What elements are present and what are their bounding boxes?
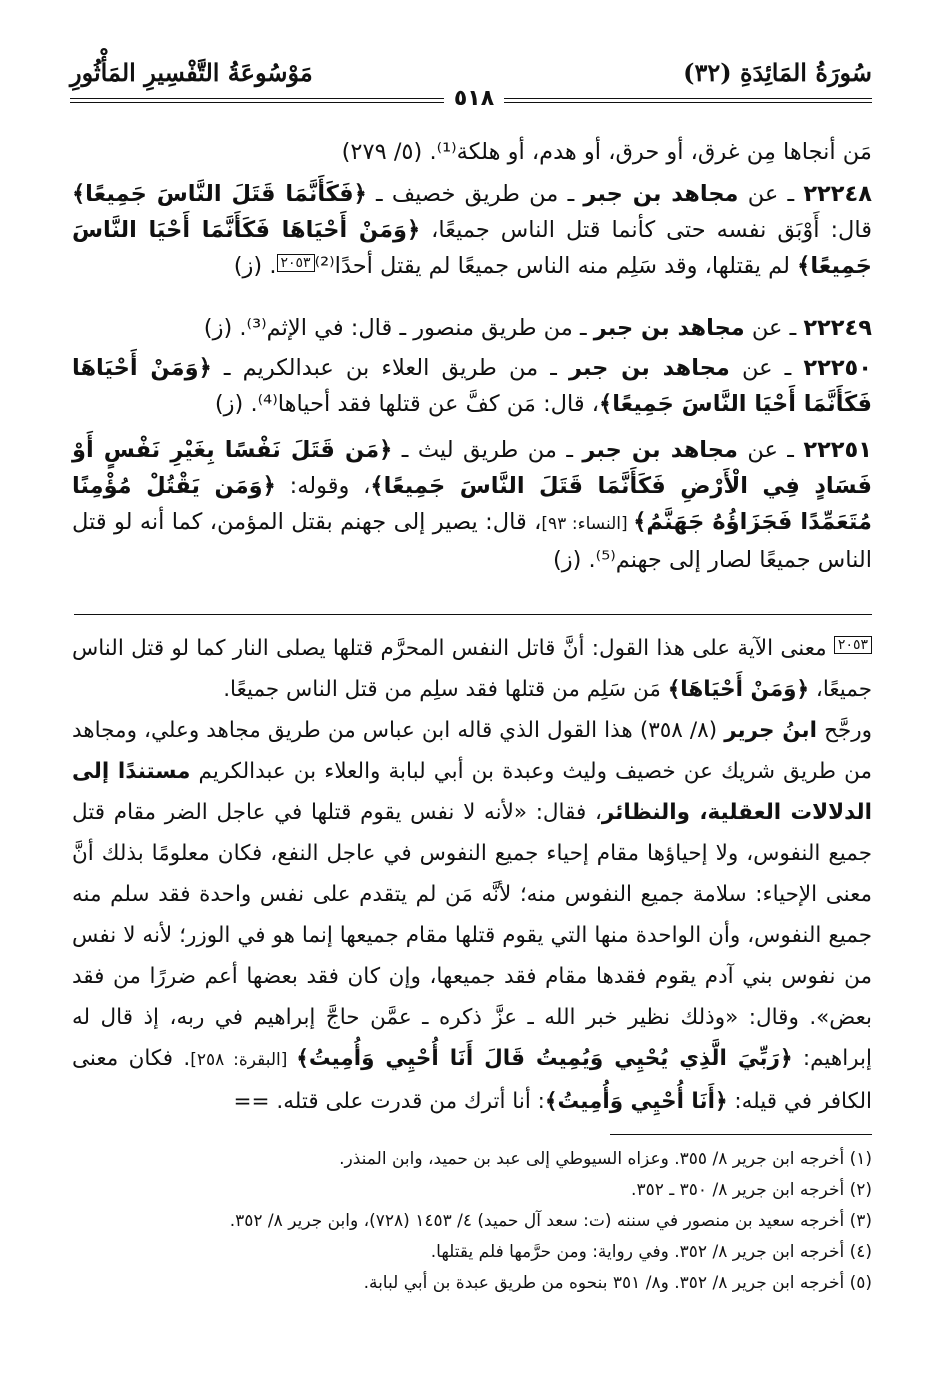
section-divider xyxy=(74,614,872,615)
quran-quote: ﴿وَمَنْ أَحْيَاهَا فَكَأَنَّمَا أَحْيَا النَّاسَ جَمِيعًا﴾ xyxy=(72,355,872,417)
entry-continuation: مَن أنجاها مِن غرق، أو حرق، أو هدم، أو هلكة⁽¹⁾. (٥/ ٢٧٩) xyxy=(341,139,872,165)
quran-quote: ﴿وَمَن يَقْتُلْ مُؤْمِنًا مُتَعَمِّدًا فَجَزَاؤُهُ جَهَنَّمُ﴾ xyxy=(72,473,872,535)
entry-22248: ٢٢٢٤٨ ـ عن مجاهد بن جبر ـ من طريق خصيف ـ ﴿فَكَأَنَّمَا قَتَلَ النَّاسَ جَمِيعًا﴾ قال: أَوْبَق نفسه حتى كأنما قتل الناس جميعًا، ﴿وَمَنْ أَحْيَاهَا فَكَأَنَّمَا أَحْيَا النَّاسَ جَمِيعًا﴾ لم يقتلها، وقد سَلِم منه الناس جميعًا لم يقتل أحدًا⁽²⁾٢٠٥٣. (ز) xyxy=(72,181,872,279)
quran-quote: ﴿أَنَا أُحْيِي وَأُمِيتُ﴾ xyxy=(544,1089,728,1114)
quran-quote: ﴿وَمَنْ أَحْيَاهَا فَكَأَنَّمَا أَحْيَا النَّاسَ جَمِيعًا﴾ xyxy=(72,217,872,279)
entry-22249: ٢٢٢٤٩ ـ عن مجاهد بن جبر ـ من طريق منصور ـ قال: في الإثم⁽³⁾. (ز) xyxy=(203,315,872,341)
surah-reference: [البقرة: ٢٥٨] xyxy=(190,1050,297,1070)
surah-reference: [النساء: ٩٣] xyxy=(541,514,634,534)
footnotes xyxy=(72,1144,872,1299)
cross-ref-box: ٢٠٥٣ xyxy=(277,254,315,272)
narrator-name: مجاهد بن جبر xyxy=(593,315,745,341)
entry-22250: ٢٢٢٥٠ ـ عن مجاهد بن جبر ـ من طريق العلاء بن عبدالكريم ـ ﴿وَمَنْ أَحْيَاهَا فَكَأَنَّمَا أَحْيَا النَّاسَ جَمِيعًا﴾، قال: مَن كفَّ عن قتلها فقد أحياها⁽⁴⁾. (ز) xyxy=(72,355,873,417)
footnote-2: (٢) أخرجه ابن جرير ٨/ ٣٥٠ ـ ٣٥٢. xyxy=(631,1180,872,1200)
footnote-1: (١) أخرجه ابن جرير ٨/ ٣٥٥. وعزاه السيوطي إلى عبد بن حميد، وابن المنذر. xyxy=(339,1149,872,1169)
entry-number: ٢٢٢٥١ xyxy=(803,437,873,463)
narrator-name: مجاهد بن جبر xyxy=(568,355,730,381)
quran-quote: ﴿فَكَأَنَّمَا قَتَلَ النَّاسَ جَمِيعًا﴾ xyxy=(72,181,367,207)
narrator-name: مجاهد بن جبر xyxy=(583,181,739,207)
entry-number: ٢٢٢٤٩ xyxy=(803,315,872,341)
narrator-name: مجاهد بن جبر xyxy=(582,437,738,463)
entry-number: ٢٢٢٥٠ xyxy=(803,355,873,381)
footnote-5: (٥) أخرجه ابن جرير ٨/ ٣٥٢. و٨/ ٣٥١ بنحوه من طريق عبدة بن أبي لبابة. xyxy=(363,1273,872,1293)
footnote-divider xyxy=(610,1134,872,1135)
book-title: مَوْسُوعَةُ التَّفْسِيرِ المَأْثُورِ xyxy=(70,58,313,87)
entry-22251: ٢٢٢٥١ ـ عن مجاهد بن جبر ـ من طريق ليث ـ ﴿مَن قَتَلَ نَفْسًا بِغَيْرِ نَفْسٍ أَوْ فَسَادٍ فِي الْأَرْضِ فَكَأَنَّمَا قَتَلَ النَّاسَ جَمِيعًا﴾، وقوله: ﴿وَمَن يَقْتُلْ مُؤْمِنًا مُتَعَمِّدًا فَجَزَاؤُهُ جَهَنَّمُ﴾ [النساء: ٩٣]، قال: يصير إلى جهنم بقتل المؤمن، كما أنه لو قتل الناس جميعًا لصار إلى جهنم⁽⁵⁾. (ز) xyxy=(72,437,873,573)
scholar-name: ابنُ جرير xyxy=(724,718,818,743)
quran-quote: ﴿رَبِّيَ الَّذِي يُحْيِي وَيُمِيتُ قَالَ أَنَا أُحْيِي وَأُمِيتُ﴾ xyxy=(296,1046,793,1071)
entry-number: ٢٢٢٤٨ xyxy=(803,181,872,207)
footnote-3: (٣) أخرجه سعيد بن منصور في سننه (ت: سعد آل حميد) ٤/ ١٤٥٣ (٧٢٨)، وابن جرير ٨/ ٣٥٢. xyxy=(229,1211,872,1231)
quran-quote: ﴿مَن قَتَلَ نَفْسًا بِغَيْرِ نَفْسٍ أَوْ فَسَادٍ فِي الْأَرْضِ فَكَأَنَّمَا قَتَلَ النَّاسَ جَمِيعًا﴾ xyxy=(72,437,872,499)
footnote-4: (٤) أخرجه ابن جرير ٨/ ٣٥٢. وفي رواية: ومن حرَّمها فلم يقتلها. xyxy=(430,1242,872,1262)
commentary-block: ٢٠٥٣ معنى الآية على هذا القول: أنَّ قاتل النفس المحرَّم قتلها يصلى النار كما لو قتل الناس جميعًا، ﴿وَمَنْ أَحْيَاهَا﴾ مَن سَلِم من قتلها فقد سلِم من قتل الناس جميعًا. ورجَّح ابنُ جرير (٨/ ٣٥٨) هذا القول الذي قاله ابن عباس من طريق مجاهد وعلي، ومجاهد من طريق شريك عن خصيف وليث وعبدة بن أبي لبابة والعلاء بن عبدالكريم مستندًا إلى الدلالات العقلية، والنظائر، فقال: «لأنه لا نفس يقوم قتلها في عاجل الضر مقام قتل جميع النفوس، ولا إحياؤها مقام إحياء جميع النفوس في عاجل النفع، فكان معلومًا بذلك أنَّ معنى الإحياء: سلامة جميع النفوس منه؛ لأنَّه مَن لم يتقدم على نفس واحدة فقد سلم منه جميع النفوس، وأن الواحدة منها التي يقوم قتلها مقام جميعها إنما هو في الوزر؛ لأنه لا نفس من نفوس بني آدم يقوم فقدها مقام فقد جميعها، وإن كان فقد بعضها أعم ضررًا من فقد بعض». وقال: «وذلك نظير خبر الله ـ عزَّ ذكره ـ عمَّن حاجَّ إبراهيم في ربه، إذ قال له إبراهيم: ﴿رَبِّيَ الَّذِي يُحْيِي وَيُمِيتُ قَالَ أَنَا أُحْيِي وَأُمِيتُ﴾ [البقرة: ٢٥٨]. فكان معنى الكافر في قيله: ﴿أَنَا أُحْيِي وَأُمِيتُ﴾: أنا أترك من قدرت على قتله. == xyxy=(72,636,873,1114)
page-number: ٥١٨ xyxy=(444,86,504,111)
method-note: مستندًا إلى الدلالات العقلية، والنظائر xyxy=(72,759,872,825)
quran-quote: ﴿وَمَنْ أَحْيَاهَا﴾ xyxy=(667,677,810,702)
surah-title: سُورَةُ المَائِدَةِ (٣٢) xyxy=(683,58,872,87)
cross-ref-box: ٢٠٥٣ xyxy=(834,636,872,654)
